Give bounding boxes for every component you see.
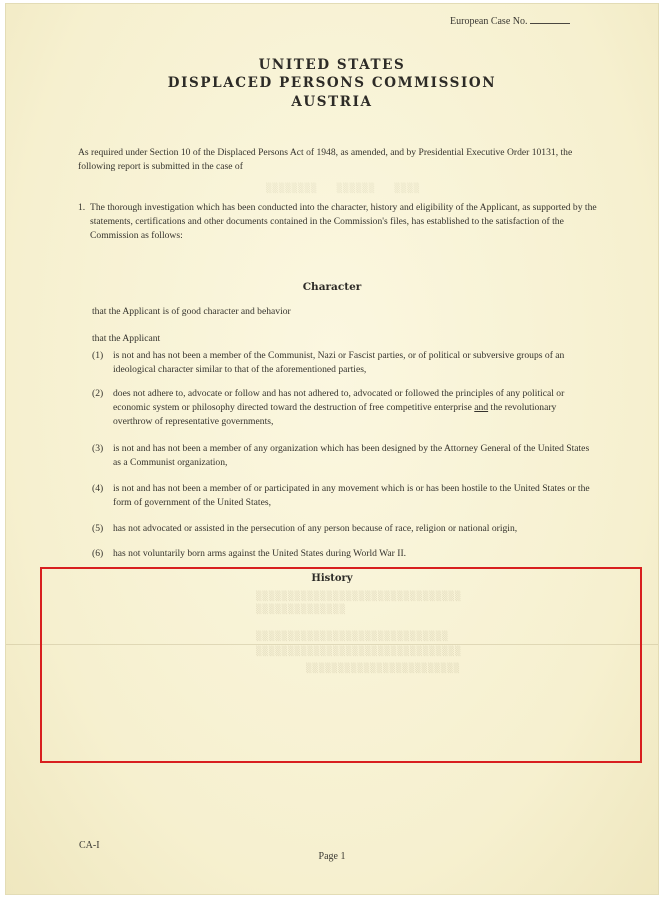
item-1-number: 1.	[78, 202, 86, 213]
clause-text: is not and has not been a member of or participated in any movement which is or has been hostile to the United States or the form of government of the United States,	[113, 483, 590, 508]
clause-text-part: the revolutionary overthrow of representative governments,	[113, 402, 557, 427]
clause-number: (4)	[92, 483, 104, 494]
clause-text-part: does not adhere to, advocate or follow and has not adhered to, advocated or followed the principles of any political or economic system or philosophy directed toward the destruction of free competitive enterprise	[113, 388, 565, 413]
clause-6	[92, 547, 597, 561]
title-line-2: DISPLACED PERSONS COMMISSION	[167, 75, 497, 91]
that-applicant-line: that the Applicant	[92, 333, 161, 344]
clause-text: is not and has not been a member of any organization which has been designed by the Attorney General of the United States as a Communist organization,	[113, 443, 590, 468]
clause-number: (5)	[92, 523, 104, 534]
clause-5	[92, 522, 597, 536]
european-case-number	[450, 16, 570, 27]
history-heading: History	[311, 573, 353, 584]
clause-number: (3)	[92, 443, 104, 454]
clause-1	[92, 349, 597, 377]
faint-bleedthrough-text: ▒▒▒▒▒▒▒▒▒▒▒▒▒▒	[256, 605, 346, 615]
faint-bleedthrough-text: ▒▒▒▒▒▒▒▒ ▒▒▒▒▒▒ ▒▒▒▒	[266, 184, 421, 194]
clause-text: has not voluntarily born arms against the United States during World War II.	[113, 548, 407, 559]
title-line-1: UNITED STATES	[258, 57, 406, 73]
clause-underlined-word: and	[474, 402, 489, 413]
faint-bleedthrough-text: ▒▒▒▒▒▒▒▒▒▒▒▒▒▒▒▒▒▒▒▒▒▒▒▒▒▒▒▒▒▒	[256, 632, 449, 642]
clause-text: is not and has not been a member of the Communist, Nazi or Fascist parties, or of political or subversive groups of an ideological character similar to that of the aforementioned parties,	[113, 350, 565, 375]
clause-number: (2)	[92, 388, 104, 399]
clause-text: has not advocated or assisted in the persecution of any person because of race, religion or national origin,	[113, 523, 518, 534]
clause-number: (1)	[92, 350, 104, 361]
clause-text	[113, 387, 597, 429]
title-line-3: AUSTRIA	[291, 94, 373, 110]
item-1-paragraph	[78, 201, 608, 243]
character-heading: Character	[302, 281, 362, 293]
item-1-text: The thorough investigation which has been conducted into the character, history and eligibility of the Applicant, as supported by the statements, certifications and other documents contained in the Commission's files, has established to the satisfaction of the Commission as follows:	[90, 202, 597, 241]
faint-bleedthrough-text: ▒▒▒▒▒▒▒▒▒▒▒▒▒▒▒▒▒▒▒▒▒▒▒▒▒▒▒▒▒▒▒▒	[256, 647, 462, 657]
clause-2	[92, 387, 597, 429]
page-number: Page 1	[318, 851, 346, 862]
form-id: CA-I	[79, 840, 100, 851]
clause-3	[92, 442, 597, 470]
history-highlight-box	[40, 567, 642, 763]
intro-paragraph: As required under Section 10 of the Displaced Persons Act of 1948, as amended, and by Presidential Executive Order 10131, the following report is submitted in the case of	[78, 147, 573, 172]
case-number-blank	[530, 23, 570, 24]
faint-bleedthrough-text: ▒▒▒▒▒▒▒▒▒▒▒▒▒▒▒▒▒▒▒▒▒▒▒▒▒▒▒▒▒▒▒▒	[256, 592, 462, 602]
case-label: European Case No.	[450, 16, 528, 27]
faint-bleedthrough-text: ▒▒▒▒▒▒▒▒▒▒▒▒▒▒▒▒▒▒▒▒▒▒▒▒	[306, 664, 461, 674]
clause-number: (6)	[92, 548, 104, 559]
good-character-line: that the Applicant is of good character and behavior	[92, 306, 291, 317]
clause-4	[92, 482, 597, 510]
